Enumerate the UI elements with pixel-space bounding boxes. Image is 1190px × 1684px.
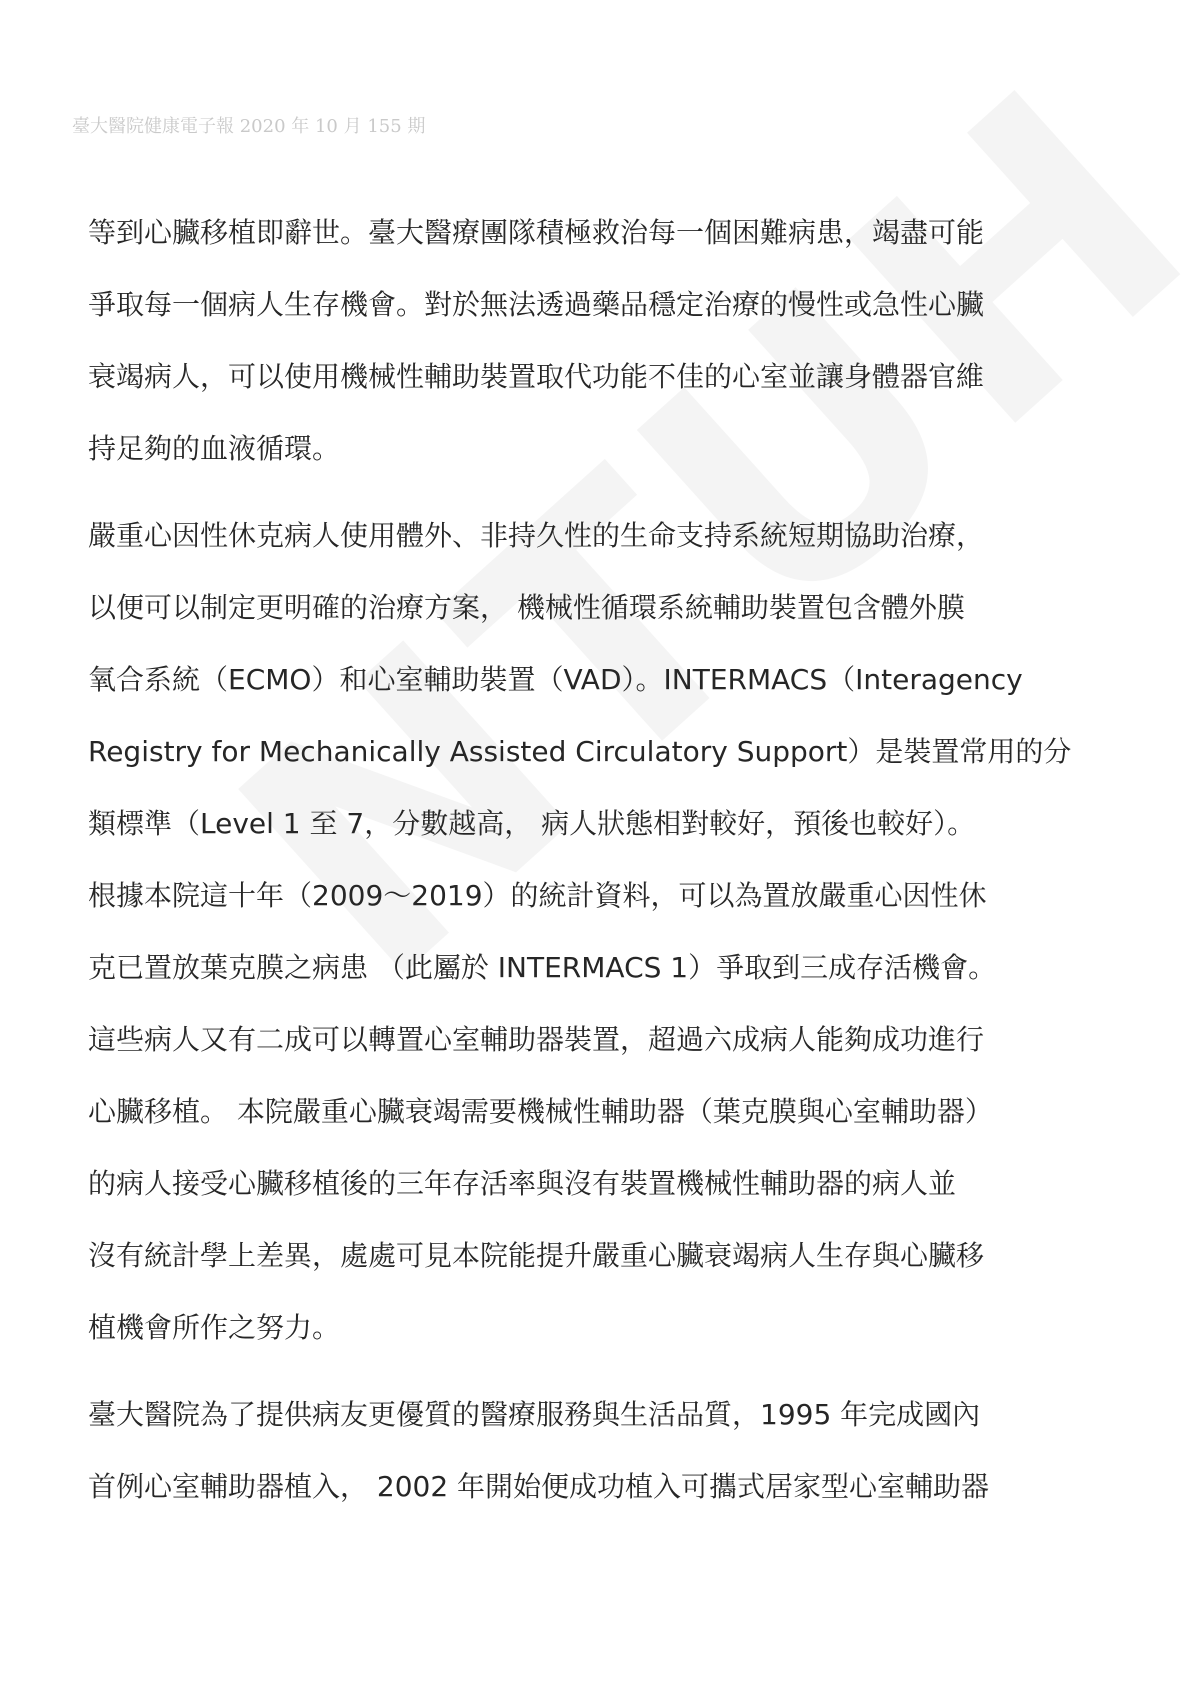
text-line: 克已置放葉克膜之病患 （此屬於 INTERMACS 1）爭取到三成存活機會。 <box>88 951 997 984</box>
paragraph-3 <box>88 1379 1128 1523</box>
paragraph-1 <box>88 197 1128 485</box>
text-line: 的病人接受心臟移植後的三年存活率與沒有裝置機械性輔助器的病人並 <box>88 1167 957 1200</box>
paragraph-2 <box>88 500 1128 1364</box>
text-line: 植機會所作之努力。 <box>88 1311 341 1344</box>
text-line: 持足夠的血液循環。 <box>88 432 341 465</box>
text-line: 爭取每一個病人生存機會。對於無法透過藥品穩定治療的慢性或急性心臟 <box>88 288 985 321</box>
text-line: 這些病人又有二成可以轉置心室輔助器裝置，超過六成病人能夠成功進行 <box>88 1023 985 1056</box>
text-line: 心臟移植。 本院嚴重心臟衰竭需要機械性輔助器（葉克膜與心室輔助器） <box>88 1095 993 1128</box>
text-line: 以便可以制定更明確的治療方案， 機械性循環系統輔助裝置包含體外膜 <box>88 591 965 624</box>
text-line: 等到心臟移植即辭世。臺大醫療團隊積極救治每一個困難病患，竭盡可能 <box>88 216 985 249</box>
text-line: 臺大醫院為了提供病友更優質的醫療服務與生活品質，1995 年完成國內 <box>88 1398 981 1431</box>
text-line: 沒有統計學上差異，處處可見本院能提升嚴重心臟衰竭病人生存與心臟移 <box>88 1239 985 1272</box>
text-line: Registry for Mechanically Assisted Circulatory Support）是裝置常用的分 <box>88 735 1072 768</box>
text-line: 氧合系統（ECMO）和心室輔助裝置（VAD）。INTERMACS（Interagency <box>88 663 1023 696</box>
text-line: 首例心室輔助器植入， 2002 年開始便成功植入可攜式居家型心室輔助器 <box>88 1470 990 1503</box>
text-line: 嚴重心因性休克病人使用體外、非持久性的生命支持系統短期協助治療， <box>88 519 985 552</box>
running-header: 臺大醫院健康電子報 2020 年 10 月 155 期 <box>72 116 426 137</box>
article-body <box>88 197 1128 1538</box>
text-line: 類標準（Level 1 至 7，分數越高， 病人狀態相對較好，預後也較好）。 <box>88 807 976 840</box>
text-line: 根據本院這十年（2009～2019）的統計資料，可以為置放嚴重心因性休 <box>88 879 987 912</box>
text-line: 衰竭病人，可以使用機械性輔助裝置取代功能不佳的心室並讓身體器官維 <box>88 360 985 393</box>
